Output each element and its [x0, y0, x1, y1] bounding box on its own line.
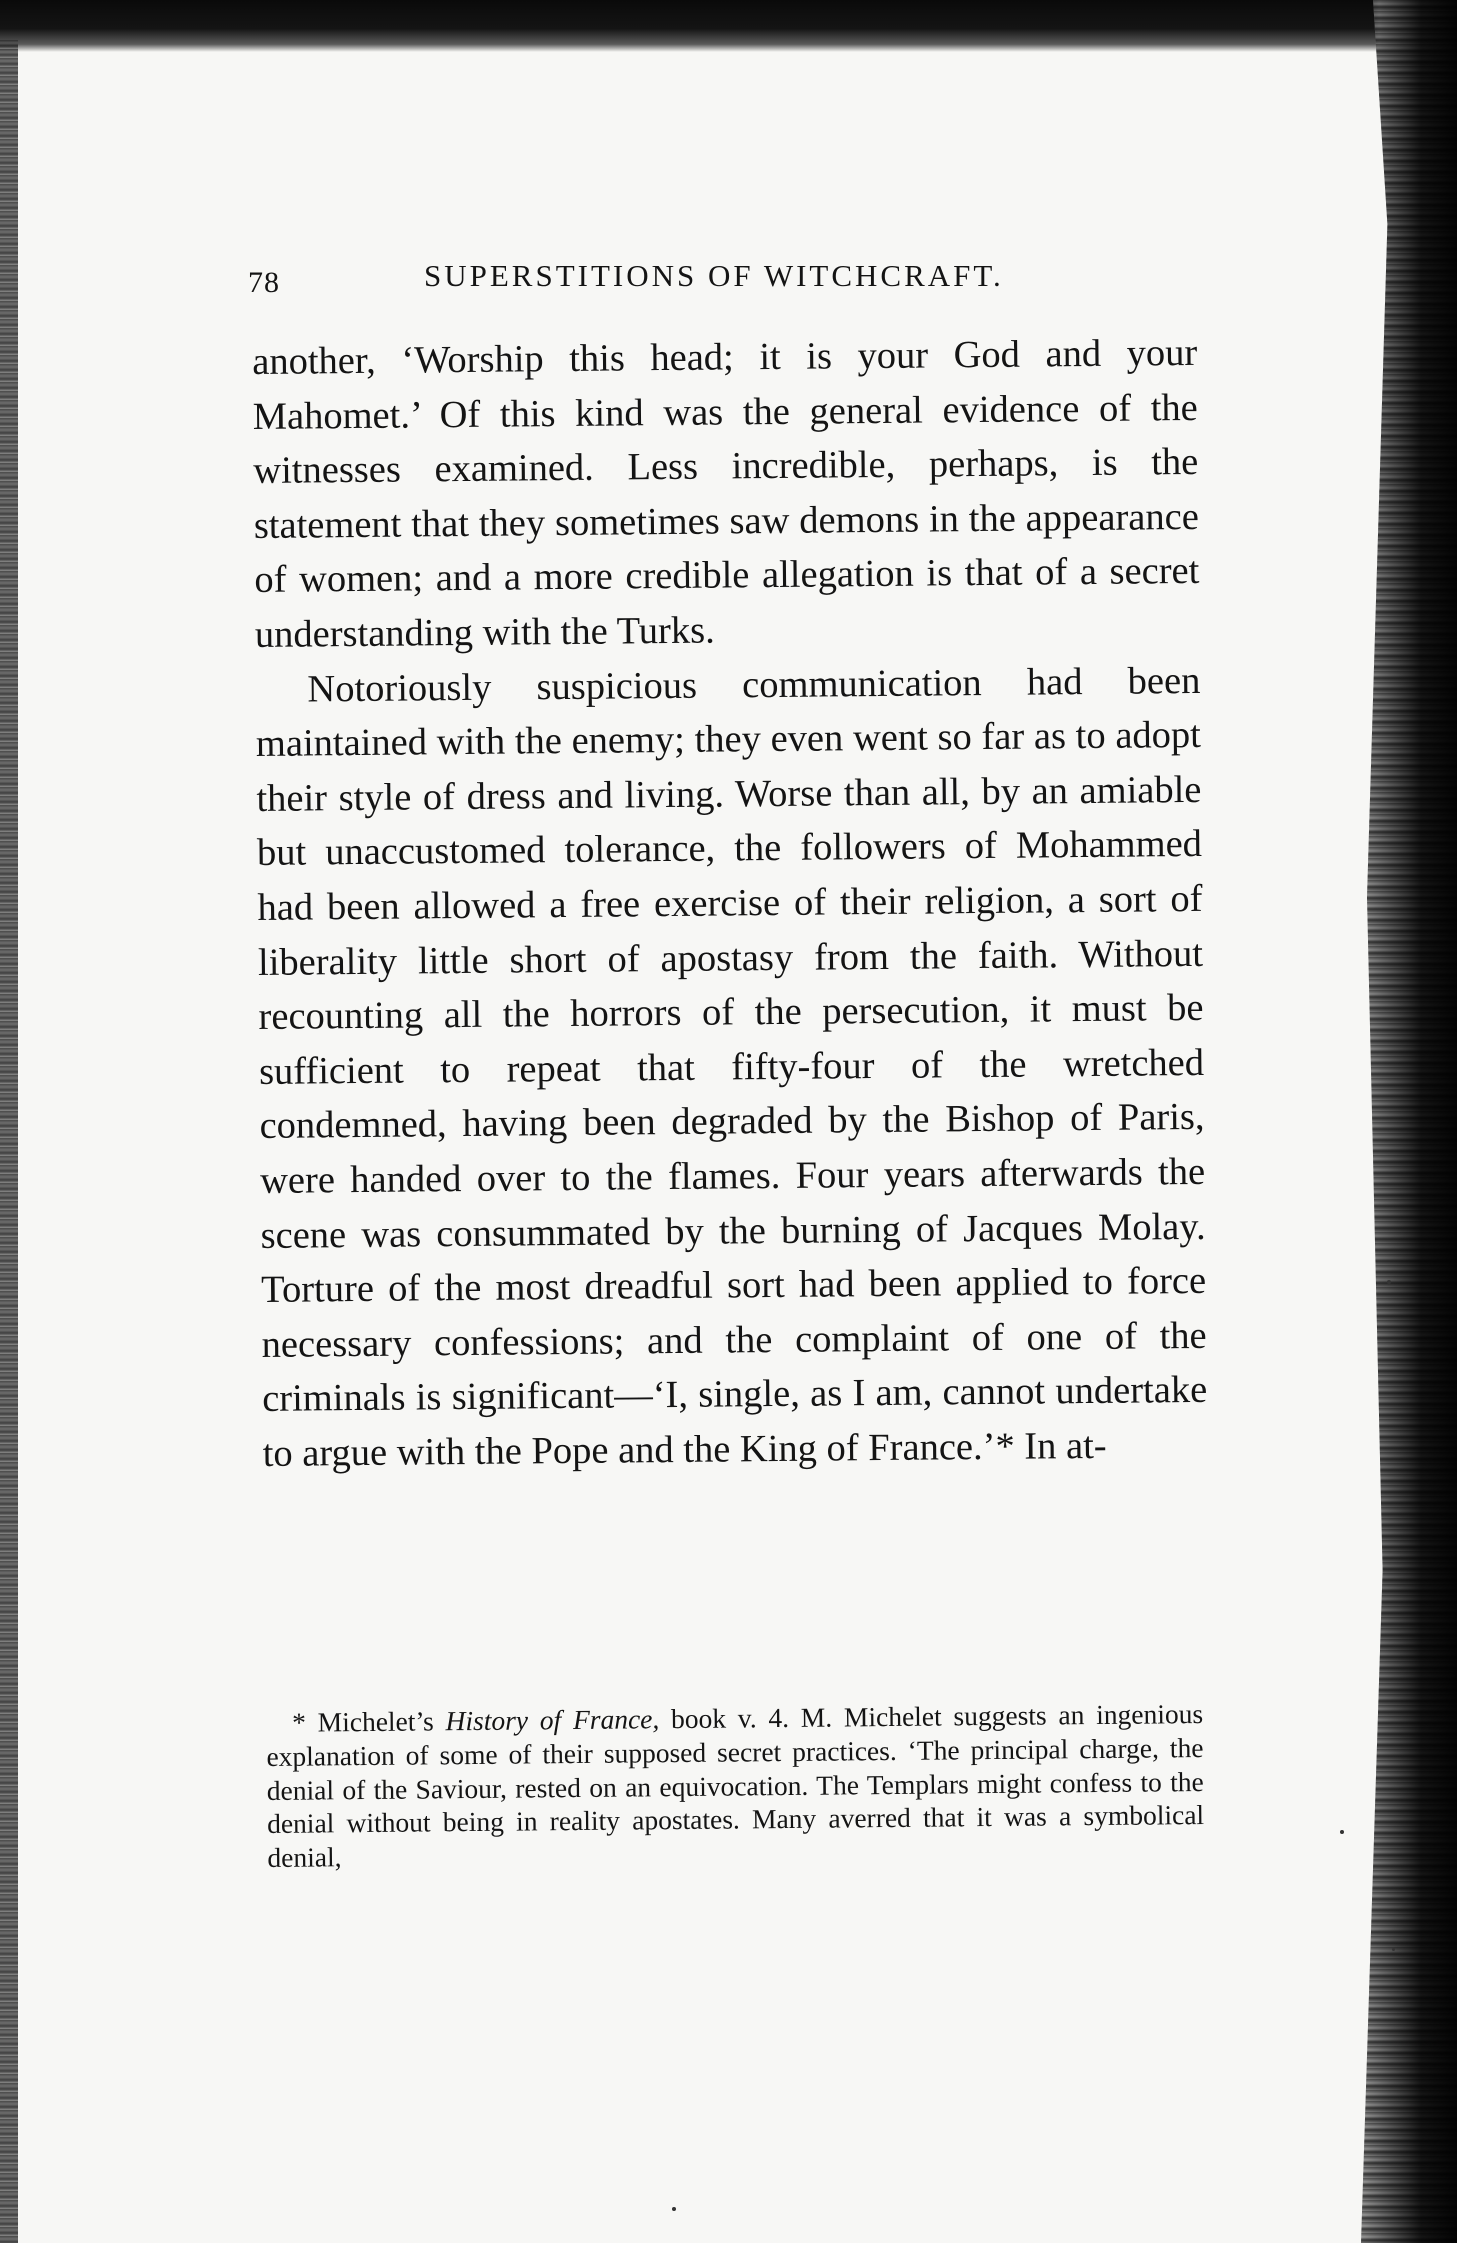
footnote-text: book v. 4. M. Michelet suggests an ingenious explanation of some of their supposed secret practices. ‘The principal charge, the denial of the Saviour, rested on an equivocation. The Templars might confess to the denial without being in reality apostates. Many averred that it was a symbolical denial, [266, 1698, 1205, 1874]
footnote-paragraph [266, 1697, 1205, 1875]
paragraph: another, ‘Worship this head; it is your God and your Mahomet.’ Of this kind was the general evidence of the witnesses examined. Less incredible, perhaps, is the statement that they sometimes saw demons in the appearance of women; and a more credible allegation is that of a secret understanding with the Turks. [252, 331, 1200, 656]
scan-speck [1392, 1948, 1395, 1951]
page-number: 78 [248, 266, 280, 299]
footnote-book-title: History of France, [445, 1703, 660, 1737]
page-header [248, 258, 1048, 308]
footnote-prefix: * Michelet’s [292, 1705, 446, 1738]
paragraph: Notoriously suspicious communication had been maintained with the enemy; they even went so far as to adopt their style of dress and living. Worse than all, by an amiable but unaccustomed tolerance, the followers of Mohammed had been allowed a free exercise of their religion, a sort of liberality little short of apostasy from the faith. Without recounting all the horrors of the persecution, it must be sufficient to repeat that fifty-four of the wretched condemned, having been degraded by the Bishop of Paris, were handed over to the flames. Four years afterwards the scene was consummated by the burning of Jacques Molay. Torture of the most dreadful sort had been applied to force necessary confessions; and the complaint of one of the criminals is significant—‘I, single, as I am, cannot undertake to argue with the Pope and the King of France.’* In at- [255, 659, 1208, 1475]
scan-left-edge [0, 40, 18, 2243]
scan-speck [1387, 1280, 1391, 1284]
scan-speck [1340, 1830, 1344, 1834]
scan-top-shadow [0, 0, 1457, 52]
footnote [266, 1697, 1205, 1875]
scan-right-edge [1337, 0, 1457, 2243]
running-title: SUPERSTITIONS OF WITCHCRAFT. [424, 258, 1004, 293]
body-text [252, 326, 1208, 1481]
scan-speck [672, 2207, 676, 2211]
